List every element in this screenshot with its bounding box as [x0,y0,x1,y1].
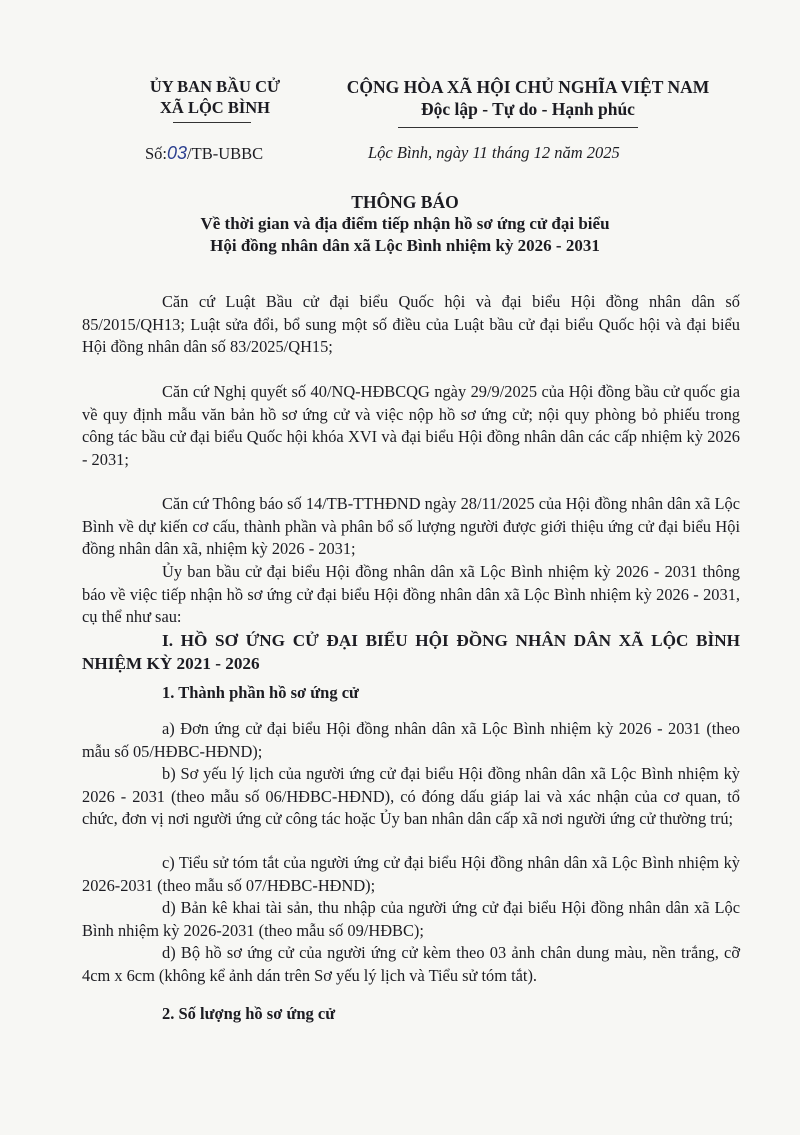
basis-paragraph-4: Ủy ban bầu cử đại biểu Hội đồng nhân dân xã Lộc Bình nhiệm kỳ 2026 - 2031 thông báo về việc tiếp nhận hồ sơ ứng cử đại biểu Hội đồng nhân dân xã Lộc Bình nhiệm kỳ 2026 - 2031, cụ thể như sau: [82,562,740,626]
list-item-b: b) Sơ yếu lý lịch của người ứng cử đại biểu Hội đồng nhân dân xã Lộc Bình nhiệm kỳ 2026 - 2031 (theo mẫu số 06/HĐBC-HĐND), có đóng dấu giáp lai và xác nhận của cơ quan, tổ chức, đơn vị nơi người ứng cử công tác hoặc Ủy ban nhân dân cấp xã nơi người ứng cử thường trú; [82,764,740,828]
nation-line-2: Độc lập - Tự do - Hạnh phúc [421,99,635,119]
org-line-2: XÃ LỘC BÌNH [159,98,270,117]
nation-line-1: CỘNG HÒA XÃ HỘI CHỦ NGHĨA VIỆT NAM [346,77,710,97]
title-line-1: THÔNG BÁO [351,192,459,212]
doc-no-prefix: Số: [145,144,168,163]
issuing-organization [120,76,310,118]
org-line-1: ỦY BAN BẦU CỬ [149,77,281,96]
motto-underline [398,127,638,128]
list-item-c: c) Tiểu sử tóm tắt của người ứng cử đại biểu Hội đồng nhân dân xã Lộc Bình nhiệm kỳ 2026-2031 (theo mẫu số 07/HĐBC-HĐND); [82,853,740,895]
national-motto [318,76,738,120]
title-line-2: Về thời gian và địa điểm tiếp nhận hồ sơ ứng cử đại biểu [200,214,610,233]
list-item-d: d) Bản kê khai tài sản, thu nhập của người ứng cử đại biểu Hội đồng nhân dân xã Lộc Bình nhiệm kỳ 2026-2031 (theo mẫu số 09/HĐBC); [82,898,740,940]
document-number [145,143,263,164]
document-title [60,191,750,257]
org-underline [173,122,251,123]
list-item-e: d) Bộ hồ sơ ứng cử của người ứng cử kèm theo 03 ảnh chân dung màu, nền trắng, cỡ 4cm x 6cm (không kể ảnh dán trên Sơ yếu lý lịch và Tiểu sử tóm tắt). [82,943,740,985]
section-1-heading: I. HỒ SƠ ỨNG CỬ ĐẠI BIỂU HỘI ĐỒNG NHÂN DÂN XÃ LỘC BÌNH NHIỆM KỲ 2021 - 2026 [82,631,740,673]
subsection-1-heading: 1. Thành phần hồ sơ ứng cử [162,683,359,702]
title-line-3: Hội đồng nhân dân xã Lộc Bình nhiệm kỳ 2026 - 2031 [210,236,600,255]
basis-paragraph-3: Căn cứ Thông báo số 14/TB-TTHĐND ngày 28/11/2025 của Hội đồng nhân dân xã Lộc Bình về dự kiến cơ cấu, thành phần và phân bổ số lượng người được giới thiệu ứng cử đại biểu Hội đồng nhân dân xã, nhiệm kỳ 2026 - 2031; [82,494,740,558]
basis-paragraph-1: Căn cứ Luật Bầu cử đại biểu Quốc hội và đại biểu Hội đồng nhân dân số 85/2015/QH13; Luật sửa đổi, bổ sung một số điều của Luật bầu cử đại biểu Quốc hội và đại biểu Hội đồng nhân dân số 83/2025/QH15; [82,292,740,356]
doc-no-suffix: /TB-UBBC [187,144,264,163]
subsection-2-heading: 2. Số lượng hồ sơ ứng cử [162,1004,336,1023]
doc-no-handwritten: 03 [167,143,188,163]
basis-paragraph-2: Căn cứ Nghị quyết số 40/NQ-HĐBCQG ngày 29/9/2025 của Hội đồng bầu cử quốc gia về quy định mẫu văn bản hồ sơ ứng cử và việc nộp hồ sơ ứng cử; nội quy phòng bỏ phiếu trong công tác bầu cử đại biểu Quốc hội khóa XVI và đại biểu Hội đồng nhân dân các cấp nhiệm kỳ 2026 - 2031; [82,382,740,469]
list-item-a: a) Đơn ứng cử đại biểu Hội đồng nhân dân xã Lộc Bình nhiệm kỳ 2026 - 2031 (theo mẫu số 05/HĐBC-HĐND); [82,719,740,761]
place-and-date: Lộc Bình, ngày 11 tháng 12 năm 2025 [368,143,620,162]
